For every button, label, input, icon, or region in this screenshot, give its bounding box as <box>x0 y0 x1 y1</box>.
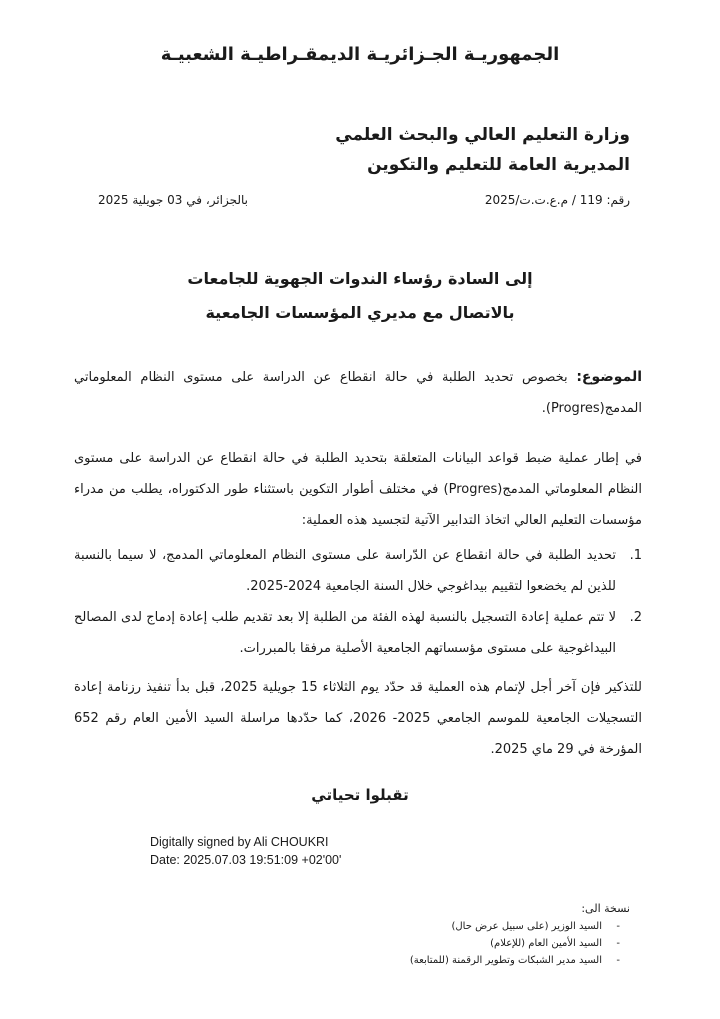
measure-text: لا تتم عملية إعادة التسجيل بالنسبة لهذه الفئة من الطلبة إلا بعد تقديم طلب إعادة إدماج لدى المصالح البيداغوجية على مستوى مؤسساتهم الجامعية الأصلية مرفقا بالمبررات. <box>74 610 616 656</box>
directorate-name: المديرية العامة للتعليم والتكوين <box>367 155 630 175</box>
copies-title: نسخة الى: <box>581 902 630 915</box>
measure-number: 1. <box>629 548 642 563</box>
subject-label: الموضوع: <box>576 369 643 385</box>
closing-salutation: تقبلوا تحياتي <box>311 786 409 804</box>
measures-list <box>74 540 642 664</box>
signature-signer: Digitally signed by Ali CHOUKRI <box>150 835 329 849</box>
copy-recipient: - السيد الأمين العام (للإعلام) <box>300 935 620 952</box>
measure-item <box>74 602 642 664</box>
digital-signature <box>150 833 450 869</box>
reminder-paragraph: للتذكير فإن آخر أجل لإتمام هذه العملية قد حدّد يوم الثلاثاء 15 جويلية 2025، قبل بدأ تنفيذ رزنامة إعادة التسجيلات الجامعية للموسم الجامعي 2025- 2026، كما حدّدها مراسلة السيد الأمين العام رقم 652 المؤرخة في 29 ماي 2025. <box>74 680 642 757</box>
copy-recipient: - السيد الوزير (على سبيل عرض حال) <box>300 918 620 935</box>
measure-number: 2. <box>629 610 642 625</box>
addressee-line-2: بالاتصال مع مديري المؤسسات الجامعية <box>205 303 515 322</box>
reference-number: رقم: 119 / م.ع.ت.ت/2025 <box>484 193 630 207</box>
intro-paragraph: في إطار عملية ضبط قواعد البيانات المتعلقة بتحديد الطلبة في حالة انقطاع عن الدراسة على مستوى النظام المعلوماتي المدمج(Progres) في مختلف أطوار التكوين باستثناء طور الدكتوراه، يطلب من مدراء مؤسسات التعليم العالي اتخاذ التدابير الآتية لتجسيد هذه العملية: <box>74 451 642 528</box>
subject-text: بخصوص تحديد الطلبة في حالة انقطاع عن الدراسة على مستوى النظام المعلوماتي المدمج(Progres). <box>74 370 642 416</box>
addressee <box>0 262 720 330</box>
republic-header: الجمهوريـة الجـزائريـة الديمقـراطيـة الشعبيـة <box>160 44 560 65</box>
copies-list <box>300 918 620 969</box>
subject-paragraph <box>74 362 642 424</box>
signature-date: Date: 2025.07.03 19:51:09 +02'00' <box>150 853 342 867</box>
place-and-date: بالجزائر، في 03 جويلية 2025 <box>98 193 249 207</box>
measure-item <box>74 540 642 602</box>
measure-text: تحديد الطلبة في حالة انقطاع عن الدّراسة على مستوى النظام المعلوماتي المدمج، لا سيما بالنسبة للذين لم يخضعوا لتقييم بيداغوجي خلال السنة الجامعية 2024-2025. <box>74 548 616 594</box>
addressee-line-1: إلى السادة رؤساء الندوات الجهوية للجامعات <box>187 269 533 288</box>
ministry-name: وزارة التعليم العالي والبحث العلمي <box>335 125 630 145</box>
copy-recipient: - السيد مدير الشبكات وتطوير الرقمنة (للمتابعة) <box>300 952 620 969</box>
issuing-authority <box>230 120 630 180</box>
